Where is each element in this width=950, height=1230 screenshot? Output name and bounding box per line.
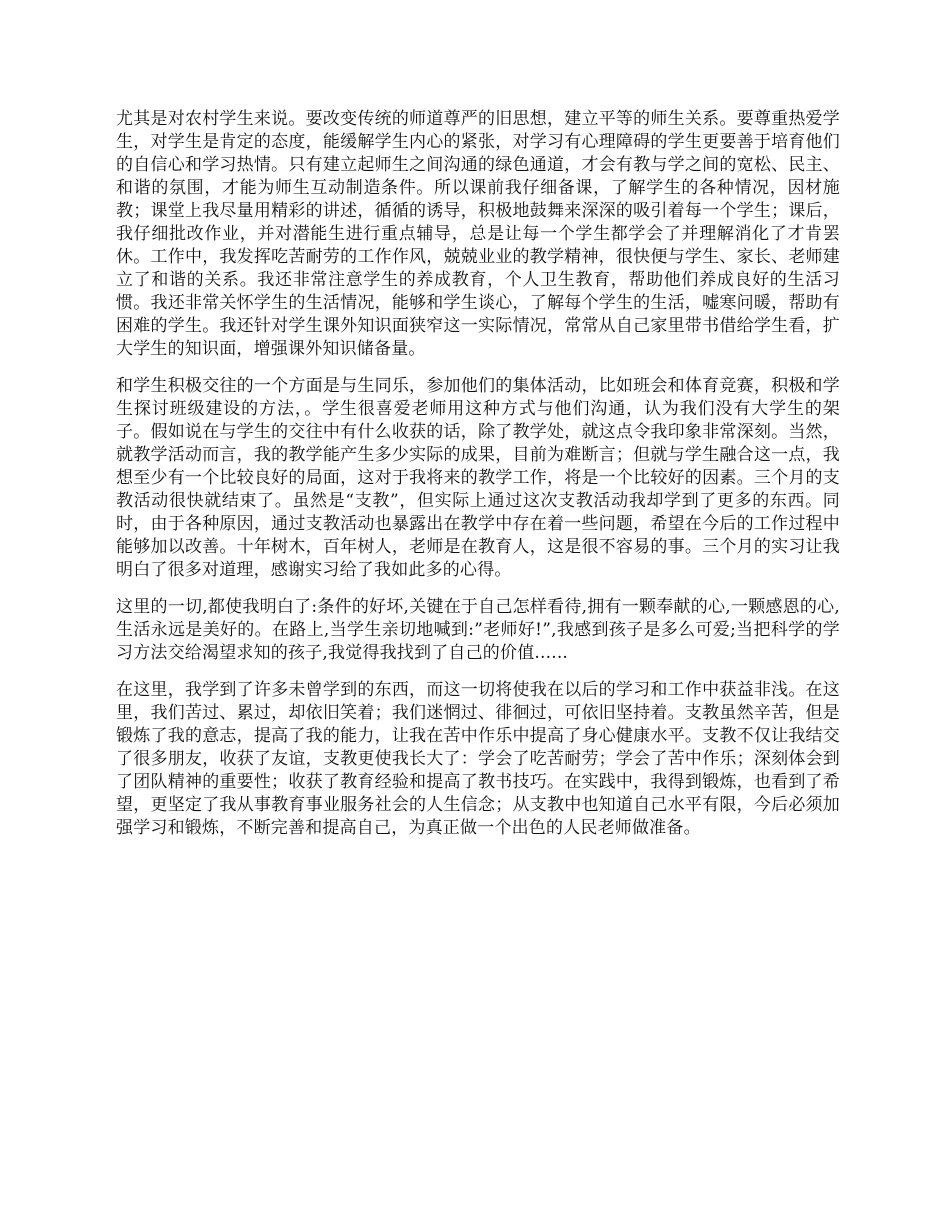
paragraph-1: 尤其是对农村学生来说。要改变传统的师道尊严的旧思想，建立平等的师生关系。要尊重热爱学生，对学生是肯定的态度，能缓解学生内心的紧张，对学习有心理障碍的学生更要善于培育他们的自信心和学习热情。只有建立起师生之间沟通的绿色通道，才会有教与学之间的宽松、民主、和谐的氛围，才能为师生互动制造条件。所以课前我仔细备课，了解学生的各种情况，因材施教；课堂上我尽量用精彩的讲述，循循的诱导，积极地鼓舞来深深的吸引着每一个学生；课后，我仔细批改作业，并对潜能生进行重点辅导，总是让每一个学生都学会了并理解消化了才肯罢休。工作中，我发挥吃苦耐劳的工作作风，兢兢业业的教学精神，很快便与学生、家长、老师建立了和谐的关系。我还非常注意学生的养成教育，个人卫生教育，帮助他们养成良好的生活习惯。我还非常关怀学生的生活情况，能够和学生谈心，了解每个学生的生活，嘘寒问暖，帮助有困难的学生。我还针对学生课外知识面狭窄这一实际情况，常常从自己家里带书借给学生看，扩大学生的知识面，增强课外知识储备量。 bbox=[116, 109, 840, 359]
paragraph-3: 这里的一切,都使我明白了:条件的好坏,关键在于自己怎样看待,拥有一颗奉献的心,一颗感恩的心,生活永远是美好的。在路上,当学生亲切地喊到:”老师好!”,我感到孩子是多么可爱;当把科学的学习方法交给渴望求知的孩子,我觉得我找到了自己的价值...... bbox=[116, 597, 840, 663]
document-page bbox=[116, 108, 840, 854]
paragraph-2: 和学生积极交往的一个方面是与生同乐，参加他们的集体活动，比如班会和体育竞赛，积极和学生探讨班级建设的方法，。学生很喜爱老师用这种方式与他们沟通，认为我们没有大学生的架子。假如说在与学生的交往中有什么收获的话，除了教学处，就这点令我印象非常深刻。当然，就教学活动而言，我的教学能产生多少实际的成果，目前为难断言；但就与学生融合这一点，我想至少有一个比较良好的局面，这对于我将来的教学工作，将是一个比较好的因素。三个月的支教活动很快就结束了。虽然是“支教”，但实际上通过这次支教活动我却学到了更多的东西。同时，由于各种原因，通过支教活动也暴露出在教学中存在着一些问题，希望在今后的工作过程中能够加以改善。十年树木，百年树人，老师是在教育人，这是很不容易的事。三个月的实习让我明白了很多对道理，感谢实习给了我如此多的心得。 bbox=[116, 376, 840, 580]
paragraph-4: 在这里，我学到了许多未曾学到的东西，而这一切将使我在以后的学习和工作中获益非浅。在这里，我们苦过、累过，却依旧笑着；我们迷惘过、徘徊过，可依旧坚持着。支教虽然辛苦，但是锻炼了我的意志，提高了我的能力，让我在苦中作乐中提高了身心健康水平。支教不仅让我结交了很多朋友，收获了友谊，支教更使我长大了：学会了吃苦耐劳；学会了苦中作乐；深刻体会到了团队精神的重要性；收获了教育经验和提高了教书技巧。在实践中，我得到锻炼，也看到了希望，更坚定了我从事教育事业服务社会的人生信念；从支教中也知道自己水平有限，今后必须加强学习和锻炼，不断完善和提高自己，为真正做一个出色的人民老师做准备。 bbox=[116, 680, 840, 838]
